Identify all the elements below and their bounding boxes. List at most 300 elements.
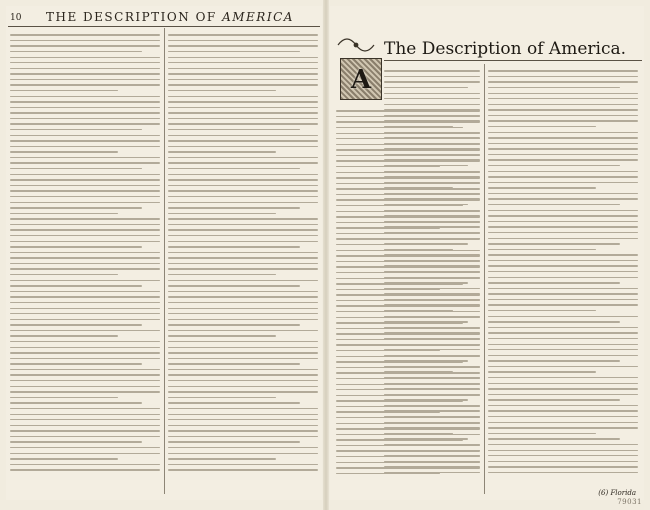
text-line xyxy=(488,148,638,149)
text-line xyxy=(10,84,160,85)
text-line xyxy=(10,430,160,431)
text-line xyxy=(10,73,160,74)
main-title: The Description of America. xyxy=(384,39,627,59)
text-line xyxy=(168,296,318,297)
text-line xyxy=(10,291,160,292)
text-line xyxy=(10,302,160,303)
text-line xyxy=(168,229,318,230)
text-line xyxy=(488,98,638,99)
text-line xyxy=(10,453,160,454)
text-line xyxy=(10,280,160,281)
text-line xyxy=(488,394,638,395)
catchword: (6) Florida xyxy=(598,489,636,497)
text-line xyxy=(488,332,638,333)
text-line xyxy=(168,73,318,74)
text-line xyxy=(336,333,480,334)
text-line xyxy=(488,410,638,411)
text-line xyxy=(10,436,160,437)
text-line xyxy=(10,79,160,80)
text-line xyxy=(10,224,160,225)
text-line xyxy=(10,51,142,52)
text-line xyxy=(10,347,160,348)
title-rule xyxy=(384,60,642,61)
text-line xyxy=(336,211,480,212)
text-line xyxy=(10,380,160,381)
text-line xyxy=(336,339,480,340)
text-line xyxy=(168,430,318,431)
text-line xyxy=(10,308,160,309)
text-line xyxy=(168,453,318,454)
text-line xyxy=(488,120,638,121)
text-line xyxy=(10,185,160,186)
text-line xyxy=(488,377,638,378)
text-line xyxy=(336,350,440,351)
text-line xyxy=(168,112,318,113)
text-line xyxy=(168,207,300,208)
text-line xyxy=(336,255,480,256)
text-line xyxy=(168,179,318,180)
text-line xyxy=(168,324,300,325)
text-line xyxy=(488,76,638,77)
text-line xyxy=(488,466,638,467)
text-line xyxy=(168,168,300,169)
text-line xyxy=(10,62,160,63)
text-line xyxy=(384,104,480,105)
text-line xyxy=(10,190,160,191)
text-line xyxy=(168,414,318,415)
text-line xyxy=(10,151,118,152)
text-line xyxy=(488,344,638,345)
text-line xyxy=(488,254,638,255)
text-line xyxy=(168,386,318,387)
text-line xyxy=(10,464,160,465)
text-line xyxy=(10,419,160,420)
text-line xyxy=(336,400,463,401)
text-line xyxy=(10,469,160,470)
right-page xyxy=(330,6,644,500)
text-line xyxy=(168,369,318,370)
text-line xyxy=(488,271,638,272)
text-line xyxy=(10,112,160,113)
text-line xyxy=(168,146,318,147)
text-line xyxy=(336,445,480,446)
text-line xyxy=(336,417,480,418)
text-line xyxy=(168,135,318,136)
text-line xyxy=(384,70,480,71)
text-line xyxy=(10,263,160,264)
text-line xyxy=(488,360,620,361)
text-line xyxy=(336,361,463,362)
text-line xyxy=(168,257,318,258)
text-line xyxy=(10,196,160,197)
text-line xyxy=(10,207,142,208)
text-line xyxy=(336,266,480,267)
left-page xyxy=(6,6,322,500)
text-line xyxy=(488,288,638,289)
running-title-emphasis: AMERICA xyxy=(222,10,294,24)
text-line xyxy=(10,425,160,426)
text-line xyxy=(168,263,318,264)
text-line xyxy=(168,268,318,269)
text-line xyxy=(488,472,638,473)
title-ornament-icon xyxy=(336,36,376,54)
text-line xyxy=(336,372,480,373)
text-line xyxy=(10,241,160,242)
text-line xyxy=(168,57,318,58)
text-line xyxy=(168,202,318,203)
text-line xyxy=(10,168,142,169)
text-line xyxy=(10,101,160,102)
text-line xyxy=(168,79,318,80)
text-line xyxy=(488,461,638,462)
text-line xyxy=(10,458,118,459)
text-line xyxy=(168,436,318,437)
text-line xyxy=(168,90,276,91)
text-line xyxy=(168,196,318,197)
text-line xyxy=(10,363,142,364)
center-fold xyxy=(323,0,329,510)
text-line xyxy=(10,408,160,409)
text-line xyxy=(10,414,160,415)
text-line xyxy=(336,283,463,284)
text-line xyxy=(488,355,638,356)
text-line xyxy=(488,422,638,423)
text-line xyxy=(168,129,300,130)
decorated-initial xyxy=(340,58,382,100)
text-line xyxy=(336,250,480,251)
text-line xyxy=(168,330,318,331)
text-line xyxy=(336,305,480,306)
text-line xyxy=(336,411,440,412)
text-line xyxy=(488,87,620,88)
text-line xyxy=(336,127,463,128)
text-line xyxy=(336,344,480,345)
text-line xyxy=(488,232,638,233)
text-line xyxy=(488,249,596,250)
text-line xyxy=(488,438,620,439)
text-line xyxy=(488,154,638,155)
text-line xyxy=(488,165,620,166)
text-line xyxy=(10,319,160,320)
text-line xyxy=(10,246,142,247)
text-line xyxy=(336,328,480,329)
text-line xyxy=(10,118,160,119)
text-line xyxy=(10,34,160,35)
text-line xyxy=(488,327,638,328)
text-line xyxy=(10,135,160,136)
text-line xyxy=(168,174,318,175)
text-line xyxy=(488,304,638,305)
text-line xyxy=(488,455,638,456)
text-line xyxy=(488,371,596,372)
text-line xyxy=(336,406,480,407)
text-line xyxy=(488,299,638,300)
text-line xyxy=(336,389,480,390)
text-line xyxy=(336,110,480,111)
text-line xyxy=(10,179,160,180)
text-line xyxy=(488,221,638,222)
text-line xyxy=(168,447,318,448)
text-line xyxy=(168,218,318,219)
text-line xyxy=(168,274,276,275)
text-line xyxy=(10,268,160,269)
text-line xyxy=(336,378,480,379)
text-line xyxy=(336,222,480,223)
text-line xyxy=(10,235,160,236)
text-line xyxy=(336,244,463,245)
text-line xyxy=(10,157,160,158)
text-line xyxy=(488,238,638,239)
text-line xyxy=(488,126,596,127)
text-line xyxy=(10,447,160,448)
text-line xyxy=(488,349,638,350)
text-line xyxy=(384,81,480,82)
running-title xyxy=(46,10,316,24)
text-line xyxy=(336,294,480,295)
text-column-left xyxy=(336,106,480,492)
text-line xyxy=(488,433,596,434)
text-line xyxy=(488,427,638,428)
text-line xyxy=(488,81,638,82)
text-line xyxy=(488,416,638,417)
text-line xyxy=(336,199,480,200)
text-line xyxy=(336,238,480,239)
decorated-initial-letter: A xyxy=(350,65,372,95)
text-line xyxy=(336,121,480,122)
text-line xyxy=(168,101,318,102)
text-line xyxy=(10,313,160,314)
text-line xyxy=(488,310,596,311)
text-line xyxy=(10,402,142,403)
text-line xyxy=(488,104,638,105)
text-line xyxy=(488,293,638,294)
text-line xyxy=(10,296,160,297)
text-line xyxy=(168,313,318,314)
text-line xyxy=(488,187,596,188)
text-line xyxy=(488,444,638,445)
text-line xyxy=(488,321,620,322)
text-line xyxy=(168,308,318,309)
text-line xyxy=(336,456,480,457)
text-line xyxy=(168,291,318,292)
text-line xyxy=(168,162,318,163)
text-line xyxy=(488,316,638,317)
text-line xyxy=(488,132,638,133)
text-line xyxy=(10,140,160,141)
text-line xyxy=(488,450,638,451)
text-line xyxy=(336,428,480,429)
text-line xyxy=(384,87,468,88)
text-line xyxy=(168,458,276,459)
text-line xyxy=(488,388,638,389)
text-line xyxy=(168,469,318,470)
text-line xyxy=(10,274,118,275)
text-line xyxy=(336,300,480,301)
text-line xyxy=(488,260,638,261)
text-line xyxy=(168,408,318,409)
text-line xyxy=(336,395,480,396)
text-line xyxy=(168,425,318,426)
text-line xyxy=(168,241,318,242)
text-line xyxy=(336,367,480,368)
text-line xyxy=(10,252,160,253)
text-line xyxy=(168,62,318,63)
text-line xyxy=(336,216,480,217)
text-line xyxy=(10,174,160,175)
column-divider xyxy=(164,28,165,494)
text-line xyxy=(168,363,300,364)
text-line xyxy=(168,140,318,141)
text-line xyxy=(10,324,142,325)
text-line xyxy=(488,70,638,71)
text-line xyxy=(336,149,480,150)
text-line xyxy=(10,257,160,258)
text-line xyxy=(10,107,160,108)
text-line xyxy=(336,183,480,184)
column-divider xyxy=(484,64,485,494)
text-line xyxy=(10,386,160,387)
text-line xyxy=(10,335,118,336)
text-line xyxy=(168,213,276,214)
text-line xyxy=(336,138,480,139)
text-line xyxy=(336,450,480,451)
text-line xyxy=(168,40,318,41)
text-line xyxy=(10,202,160,203)
text-column-left xyxy=(10,30,160,492)
text-line xyxy=(488,215,638,216)
text-line xyxy=(168,34,318,35)
text-line xyxy=(488,198,638,199)
text-line xyxy=(168,123,318,124)
text-line xyxy=(336,177,480,178)
text-line xyxy=(384,98,480,99)
text-line xyxy=(168,185,318,186)
text-column-right xyxy=(488,66,638,492)
text-line xyxy=(488,282,620,283)
text-line xyxy=(10,146,160,147)
text-line xyxy=(168,118,318,119)
text-line xyxy=(10,391,160,392)
text-line xyxy=(336,227,440,228)
text-line xyxy=(10,68,160,69)
text-line xyxy=(488,171,638,172)
text-line xyxy=(168,391,318,392)
text-line xyxy=(336,133,480,134)
text-line xyxy=(168,107,318,108)
text-line xyxy=(10,285,142,286)
text-line xyxy=(336,233,480,234)
text-line xyxy=(488,176,638,177)
text-line xyxy=(336,423,480,424)
text-line xyxy=(168,190,318,191)
text-line xyxy=(10,123,160,124)
text-line xyxy=(168,380,318,381)
text-line xyxy=(336,462,480,463)
text-line xyxy=(336,194,480,195)
text-line xyxy=(10,229,160,230)
text-line xyxy=(10,397,118,398)
text-line xyxy=(168,374,318,375)
text-line xyxy=(336,261,480,262)
text-line xyxy=(336,116,480,117)
text-line xyxy=(336,311,480,312)
text-line xyxy=(336,155,480,156)
text-line xyxy=(10,57,160,58)
text-line xyxy=(488,226,638,227)
text-line xyxy=(488,115,638,116)
text-line xyxy=(336,439,463,440)
text-line xyxy=(488,93,638,94)
text-line xyxy=(168,252,318,253)
text-line xyxy=(488,405,638,406)
text-line xyxy=(168,419,318,420)
text-line xyxy=(488,204,620,205)
page-number: 10 xyxy=(10,13,22,23)
text-line xyxy=(168,285,300,286)
text-line xyxy=(488,210,638,211)
text-line xyxy=(336,144,480,145)
text-line xyxy=(168,84,318,85)
text-line xyxy=(488,182,638,183)
text-line xyxy=(168,402,300,403)
text-line xyxy=(336,166,440,167)
text-line xyxy=(168,246,300,247)
text-line xyxy=(168,464,318,465)
text-line xyxy=(10,441,142,442)
text-line xyxy=(168,235,318,236)
text-line xyxy=(168,96,318,97)
text-line xyxy=(336,467,480,468)
text-line xyxy=(488,399,620,400)
text-line xyxy=(336,317,480,318)
text-line xyxy=(488,338,638,339)
text-line xyxy=(168,358,318,359)
text-line xyxy=(488,137,638,138)
text-line xyxy=(10,352,160,353)
text-line xyxy=(10,45,160,46)
text-line xyxy=(168,157,318,158)
header-rule xyxy=(8,26,320,27)
text-line xyxy=(488,265,638,266)
text-line xyxy=(168,224,318,225)
text-line xyxy=(10,358,160,359)
text-line xyxy=(168,347,318,348)
text-line xyxy=(10,341,160,342)
text-line xyxy=(168,45,318,46)
text-line xyxy=(488,243,620,244)
text-line xyxy=(488,366,638,367)
text-line xyxy=(10,90,118,91)
inventory-number: 79031 xyxy=(617,498,642,506)
running-title-prefix: THE DESCRIPTION OF xyxy=(46,10,217,24)
text-line xyxy=(336,356,480,357)
text-line xyxy=(336,384,480,385)
text-line xyxy=(10,129,142,130)
text-line xyxy=(168,151,276,152)
text-line xyxy=(168,51,300,52)
text-line xyxy=(488,159,638,160)
text-line xyxy=(168,319,318,320)
text-line xyxy=(168,341,318,342)
text-line xyxy=(336,205,463,206)
text-line xyxy=(10,369,160,370)
text-line xyxy=(10,162,160,163)
text-line xyxy=(336,289,440,290)
text-line xyxy=(384,93,480,94)
text-line xyxy=(10,374,160,375)
text-line xyxy=(488,193,638,194)
text-line xyxy=(168,68,318,69)
